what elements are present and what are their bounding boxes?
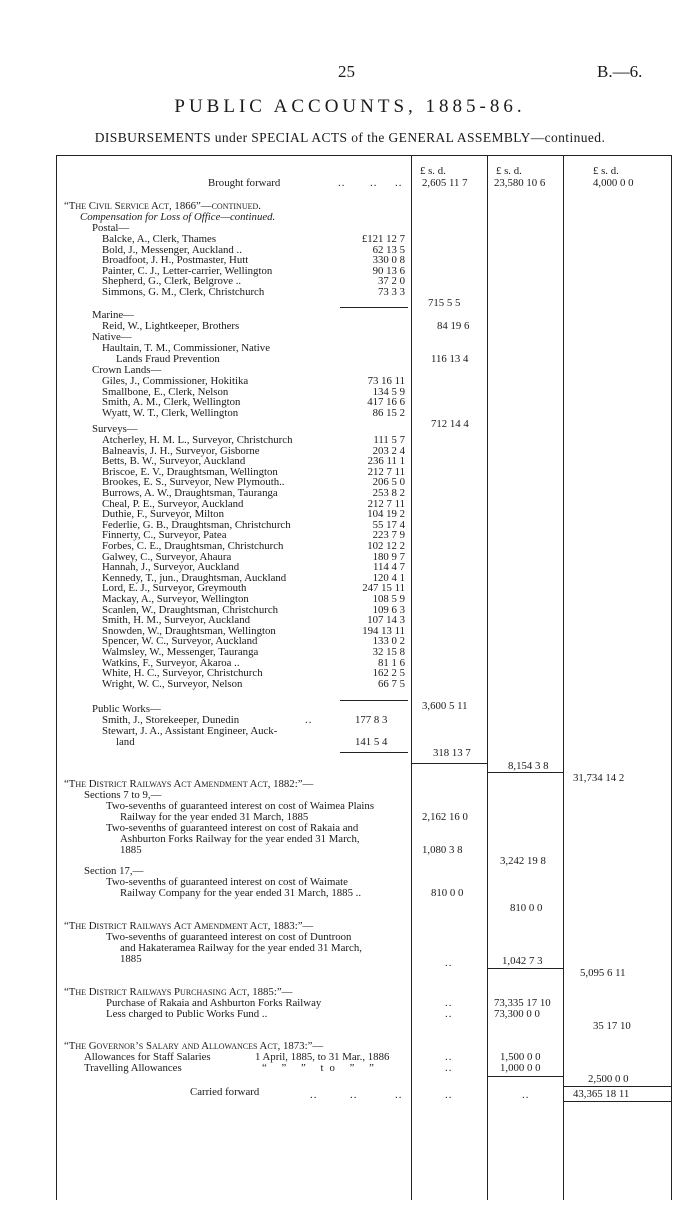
col2-left-rule bbox=[487, 155, 488, 1200]
gov-line2: Travelling Allowances bbox=[84, 1062, 182, 1074]
col2-heading: £ s. d. bbox=[496, 165, 522, 177]
leader-dots: .. bbox=[395, 177, 403, 189]
native-item-line1: Haultain, T. M., Commissioner, Native bbox=[102, 342, 270, 354]
list-item-amount: £121 12 7 bbox=[361, 233, 405, 245]
leader-dots: .. bbox=[338, 177, 346, 189]
list-item-name: Bold, J., Messenger, Auckland .. bbox=[102, 243, 242, 256]
document-reference: B.—6. bbox=[597, 62, 643, 81]
dra-1882-amount1: 2,162 16 0 bbox=[422, 811, 468, 823]
table-top-rule bbox=[56, 155, 672, 156]
list-item-amount: 107 14 3 bbox=[367, 614, 405, 627]
gov-amount1: 1,500 0 0 bbox=[500, 1051, 541, 1063]
list-item-name: Balcke, A., Clerk, Thames bbox=[102, 233, 217, 245]
list-item-name: Kennedy, T., jun., Draughtsman, Auckland bbox=[102, 571, 287, 584]
crown-lands-total: 712 14 4 bbox=[431, 418, 469, 430]
list-item-name: Lord, E. J., Surveyor, Greymouth bbox=[102, 582, 247, 595]
list-item-amount: 120 4 1 bbox=[372, 571, 405, 584]
subsection-compensation: Compensation for Loss of Office—continued. bbox=[80, 211, 276, 223]
col1-heading: £ s. d. bbox=[420, 165, 446, 177]
section-heading-dra-1882: “The District Railways Act Amendment Act, 1882:”— bbox=[64, 778, 314, 790]
gov-line2-period: “ ” ” to ” ” bbox=[262, 1062, 380, 1074]
surveys-subtotal-rule bbox=[340, 700, 408, 701]
public-works-amount2: 141 5 4 bbox=[355, 736, 388, 748]
dra-1882-amount2: 1,080 3 8 bbox=[422, 844, 463, 856]
leader-dots: .. bbox=[445, 997, 453, 1009]
surveys-total: 3,600 5 11 bbox=[422, 700, 468, 712]
dra-1882-subtotal: 3,242 19 8 bbox=[500, 855, 546, 867]
leader-dots: .. bbox=[445, 1089, 453, 1101]
dra-1883-line2: and Hakateramea Railway for the year ended 31 March, bbox=[120, 942, 362, 954]
native-amount: 116 13 4 bbox=[431, 353, 469, 365]
list-item-name: Brookes, E. S., Surveyor, New Plymouth.. bbox=[102, 476, 285, 489]
leader-dots: .. bbox=[445, 1008, 453, 1020]
list-item-amount: 134 5 9 bbox=[372, 385, 405, 398]
list-item-name: Wright, W. C., Surveyor, Nelson bbox=[102, 677, 243, 690]
dra-1882-section17: Section 17,— bbox=[84, 865, 144, 877]
public-works-item1: Smith, J., Storekeeper, Dunedin bbox=[102, 714, 240, 726]
list-item-name: Smith, A. M., Clerk, Wellington bbox=[102, 396, 241, 409]
marine-amount: 84 19 6 bbox=[437, 320, 470, 332]
list-item-name: Watkins, F., Surveyor, Akaroa .. bbox=[102, 656, 240, 669]
page-subtitle: DISBURSEMENTS under SPECIAL ACTS of the GENERAL ASSEMBLY—continued. bbox=[94, 130, 606, 145]
list-item-amount: 90 13 6 bbox=[372, 264, 405, 277]
leader-dots: .. bbox=[445, 1062, 453, 1074]
list-item-amount: 133 0 2 bbox=[372, 635, 405, 648]
dra-1882-amount3-col2: 810 0 0 bbox=[510, 902, 543, 914]
list-item-name: Hannah, J., Surveyor, Auckland bbox=[102, 561, 240, 574]
brought-forward-col2: 23,580 10 6 bbox=[494, 177, 546, 189]
dra-1883-amount: 1,042 7 3 bbox=[502, 955, 543, 967]
list-item-name: Duthie, F., Surveyor, Milton bbox=[102, 508, 224, 521]
col1-total-rule bbox=[411, 763, 487, 764]
dra-1882-line3: Two-sevenths of guaranteed interest on cost of Rakaia and bbox=[106, 822, 359, 834]
list-item-amount: 81 1 6 bbox=[378, 656, 405, 669]
list-item-amount: 37 2 0 bbox=[378, 275, 405, 288]
list-item-name: Finnerty, C., Surveyor, Patea bbox=[102, 529, 227, 542]
marine-item: Reid, W., Lightkeeper, Brothers bbox=[102, 320, 240, 332]
list-item-amount: 108 5 9 bbox=[372, 593, 405, 605]
list-item-amount: 212 7 11 bbox=[367, 497, 405, 510]
leader-dots: .. bbox=[395, 1089, 403, 1101]
col1-left-rule bbox=[411, 155, 412, 1200]
public-works-rule bbox=[340, 752, 408, 753]
col3-bottom-rule bbox=[563, 1101, 671, 1102]
civil-service-total: 8,154 3 8 bbox=[508, 760, 549, 772]
list-item-name: Scanlen, W., Draughtsman, Christchurch bbox=[102, 603, 279, 616]
list-item-name: Mackay, A., Surveyor, Wellington bbox=[102, 593, 249, 605]
list-item-name: Painter, C. J., Letter-carrier, Wellington bbox=[102, 264, 273, 277]
list-item-name: Spencer, W. C., Surveyor, Auckland bbox=[102, 635, 258, 648]
section-heading-civil-service: “The Civil Service Act, 1866”—continued. bbox=[64, 200, 261, 212]
col3-left-rule bbox=[563, 155, 564, 1200]
gov-line1-period: 1 April, 1885, to 31 Mar., 1886 bbox=[255, 1051, 390, 1063]
list-item-amount: 247 15 11 bbox=[362, 582, 405, 595]
carried-forward-label: Carried forward bbox=[190, 1086, 260, 1098]
postal-subtotal-rule bbox=[340, 307, 408, 308]
group-label-public-works: Public Works— bbox=[92, 703, 161, 715]
drp-1885-amount2: 73,300 0 0 bbox=[494, 1008, 540, 1020]
leader-dots: .. bbox=[445, 1051, 453, 1063]
list-item-name: Balneavis, J. H., Surveyor, Gisborne bbox=[102, 444, 260, 457]
group-label-crown-lands: Crown Lands— bbox=[92, 364, 162, 376]
list-item-amount: 203 2 4 bbox=[372, 444, 405, 457]
section-heading-governor: “The Governor’s Salary and Allowances Act, 1873:”— bbox=[64, 1040, 324, 1052]
dra-1882-amount3: 810 0 0 bbox=[431, 887, 464, 899]
list-item-amount: 62 13 5 bbox=[372, 243, 405, 256]
dra-1882-line2: Railway for the year ended 31 March, 1885 bbox=[120, 811, 309, 823]
drp-1885-line1: Purchase of Rakaia and Ashburton Forks Railway bbox=[106, 997, 322, 1009]
gov-line1: Allowances for Staff Salaries bbox=[84, 1051, 211, 1063]
dra-1882-line7: Railway Company for the year ended 31 March, 1885 .. bbox=[120, 887, 362, 899]
dra-1882-line1: Two-sevenths of guaranteed interest on cost of Waimea Plains bbox=[106, 800, 375, 812]
list-item-amount: 32 15 8 bbox=[372, 646, 405, 658]
leader-dots: .. bbox=[522, 1089, 530, 1101]
section-heading-drp-1885: “The District Railways Purchasing Act, 1885:”— bbox=[64, 986, 293, 998]
list-item-name: Smallbone, E., Clerk, Nelson bbox=[102, 385, 229, 398]
list-item-name: Betts, B. W., Surveyor, Auckland bbox=[102, 455, 246, 468]
list-item-amount: 114 4 7 bbox=[373, 561, 405, 574]
list-item-name: Simmons, G. M., Clerk, Christchurch bbox=[102, 286, 265, 298]
page-title: PUBLIC ACCOUNTS, 1885-86. bbox=[174, 96, 526, 117]
list-item-amount: 253 8 2 bbox=[372, 487, 405, 499]
drp-1885-total: 35 17 10 bbox=[593, 1020, 631, 1032]
dra-1882-line5: 1885 bbox=[120, 844, 142, 856]
list-item-name: Smith, H. M., Surveyor, Auckland bbox=[102, 614, 251, 627]
list-item-amount: 55 17 4 bbox=[372, 518, 405, 531]
list-item-amount: 206 5 0 bbox=[372, 476, 405, 489]
page-number: 25 bbox=[338, 62, 355, 81]
public-works-item2b: land bbox=[116, 736, 135, 748]
list-item-amount: 223 7 9 bbox=[372, 529, 405, 542]
leader-dots: .. bbox=[445, 957, 453, 969]
list-item-amount: 330 0 8 bbox=[372, 254, 405, 267]
native-item-line2: Lands Fraud Prevention bbox=[116, 353, 220, 365]
group-label-postal: Postal— bbox=[92, 222, 130, 234]
drp-1885-line2: Less charged to Public Works Fund .. bbox=[106, 1008, 268, 1020]
list-item-name: Snowden, W., Draughtsman, Wellington bbox=[102, 624, 276, 637]
list-item-name: Wyatt, W. T., Clerk, Wellington bbox=[102, 406, 239, 419]
dra-1883-line3: 1885 bbox=[120, 953, 142, 965]
list-item-amount: 236 11 1 bbox=[367, 455, 405, 468]
list-item-amount: 162 2 5 bbox=[372, 667, 405, 680]
list-item-amount: 180 9 7 bbox=[372, 550, 405, 563]
list-item-amount: 109 6 3 bbox=[372, 603, 405, 616]
leader-dots: .. bbox=[370, 177, 378, 189]
dra-1882-line4: Ashburton Forks Railway for the year ended 31 March, bbox=[120, 833, 360, 845]
list-item-amount: 73 16 11 bbox=[367, 375, 405, 387]
dra-1882-line6: Two-sevenths of guaranteed interest on cost of Waimate bbox=[106, 876, 348, 888]
gov-amount2: 1,000 0 0 bbox=[500, 1062, 541, 1074]
list-item-name: Shepherd, G., Clerk, Belgrove .. bbox=[102, 275, 242, 288]
dra-1883-line1: Two-sevenths of guaranteed interest on cost of Duntroon bbox=[106, 931, 352, 943]
civil-grand-total: 31,734 14 2 bbox=[573, 772, 625, 784]
group-label-marine: Marine— bbox=[92, 309, 134, 321]
table-right-rule bbox=[671, 155, 672, 1200]
list-item-amount: 66 7 5 bbox=[378, 677, 405, 690]
col3-heading: £ s. d. bbox=[593, 165, 619, 177]
list-item-name: Atcherley, H. M. L., Surveyor, Christchurch bbox=[102, 434, 293, 446]
list-item-name: Briscoe, E. V., Draughtsman, Wellington bbox=[102, 465, 278, 478]
leader-dots: .. bbox=[305, 714, 313, 726]
dra-1883-total: 5,095 6 11 bbox=[580, 967, 626, 979]
list-item-name: White, H. C., Surveyor, Christchurch bbox=[102, 667, 263, 680]
group-label-surveys: Surveys— bbox=[92, 423, 138, 435]
drp-1885-amount1: 73,335 17 10 bbox=[494, 997, 551, 1009]
brought-forward-col1: 2,605 11 7 bbox=[422, 177, 468, 189]
list-item-name: Cheal, P. E., Surveyor, Auckland bbox=[102, 497, 244, 510]
list-item-name: Walmsley, W., Messenger, Tauranga bbox=[102, 646, 259, 658]
group-label-native: Native— bbox=[92, 331, 132, 343]
list-item-amount: 417 16 6 bbox=[367, 396, 405, 409]
public-works-amount1: 177 8 3 bbox=[355, 714, 388, 726]
brought-forward-col3: 4,000 0 0 bbox=[593, 177, 634, 189]
list-item-name: Forbes, C. E., Draughtsman, Christchurch bbox=[102, 540, 284, 552]
col3-rule-gov bbox=[563, 1086, 671, 1087]
list-item-name: Giles, J., Commissioner, Hokitika bbox=[102, 375, 249, 387]
carried-forward-total: 43,365 18 11 bbox=[573, 1088, 630, 1100]
gov-total: 2,500 0 0 bbox=[588, 1073, 629, 1085]
list-item-name: Burrows, A. W., Draughtsman, Tauranga bbox=[102, 487, 278, 499]
dra-1882-sections: Sections 7 to 9,— bbox=[84, 789, 162, 801]
list-item-name: Galwey, C., Surveyor, Ahaura bbox=[102, 550, 232, 563]
list-item-name: Federlie, G. B., Draughtsman, Christchurch bbox=[102, 518, 291, 531]
brought-forward-label: Brought forward bbox=[208, 177, 281, 189]
leader-dots: .. bbox=[350, 1089, 358, 1101]
postal-total: 715 5 5 bbox=[428, 297, 461, 309]
list-item-amount: 86 15 2 bbox=[372, 406, 405, 419]
table-left-rule bbox=[56, 155, 57, 1200]
public-works-item2a: Stewart, J. A., Assistant Engineer, Auck- bbox=[102, 725, 278, 737]
list-item-amount: 111 5 7 bbox=[373, 434, 405, 446]
public-works-total: 318 13 7 bbox=[433, 747, 471, 759]
col2-rule-1883 bbox=[487, 968, 563, 969]
list-item-amount: 73 3 3 bbox=[378, 286, 405, 298]
list-item-amount: 102 12 2 bbox=[367, 540, 405, 552]
leader-dots: .. bbox=[310, 1089, 318, 1101]
section-heading-dra-1883: “The District Railways Act Amendment Act, 1883:”— bbox=[64, 920, 314, 932]
list-item-amount: 104 19 2 bbox=[367, 508, 405, 521]
list-item-amount: 194 13 11 bbox=[362, 624, 405, 637]
col2-total-rule bbox=[487, 772, 563, 773]
col2-rule-gov bbox=[487, 1076, 563, 1077]
list-item-name: Broadfoot, J. H., Postmaster, Hutt bbox=[102, 254, 249, 267]
list-item-amount: 212 7 11 bbox=[367, 465, 405, 478]
